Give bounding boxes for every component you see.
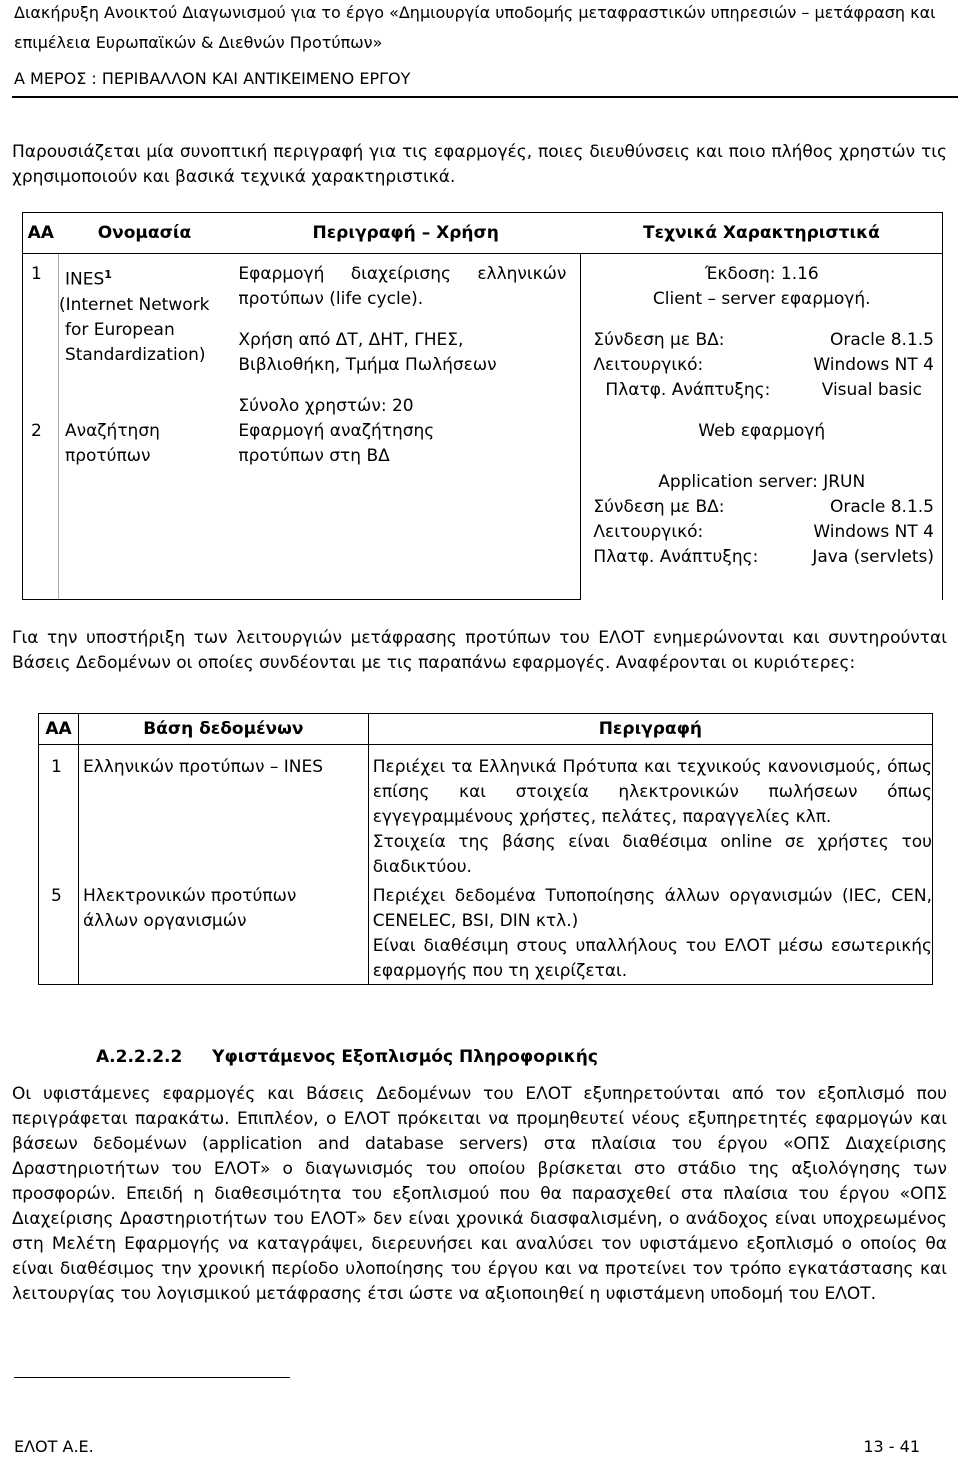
section-title: Υφιστάμενος Εξοπλισμός Πληροφορικής <box>212 1047 598 1067</box>
header-part-title: Α ΜΕΡΟΣ : ΠΕΡΙΒΑΛΛΟΝ ΚΑΙ ΑΝΤΙΚΕΙΜΕΝΟ ΕΡΓΟΥ <box>14 69 411 88</box>
row-db: Ελληνικών προτύπων – INES <box>78 745 368 885</box>
header-db: Βάση δεδομένων <box>78 714 368 745</box>
section-paragraph: Οι υφιστάμενες εφαρμογές και Βάσεις Δεδομένων του ΕΛΟΤ εξυπηρετούνται από τον εξοπλισμό που περιγράφεται παρακάτω. Επιπλέον, ο ΕΛΟΤ πρόκειται να προμηθευτεί νέους εξυπηρετητές εφαρμογών και βάσεων δεδομένων (application and database servers) στα πλαίσια του έργου «ΟΠΣ Διαχείρισης Δραστηριοτήτων του ΕΛΟΤ» ο διαγωνισμός του οποίου βρίσκεται στο στάδιο της αξιολόγησης των προσφορών. Επειδή η διαθεσιμότητα του εξοπλισμού που θα παρασχεθεί στα πλαίσια του έργου «ΟΠΣ Διαχείρισης Δραστηριοτήτων του ΕΛΟΤ» δεν είναι χρονικά διασφαλισμένη, ο ανάδοχος είναι υποχρεωμένος στη Μελέτη Εφαρμογής να καταγράψει, διερευνήσει και αναλύσει τον υφιστάμενο εξοπλισμό ο οποίος θα είναι διαθέσιμος την χρονική περίοδο υλοποίησης του έργου και να προτείνει τον τρόπο εγκατάστασης και λειτουργίας του λογισμικού μετάφρασης έτσι ώστε να αξιοποιηθεί η υφιστάμενη υποδομή του ΕΛΟΤ. <box>12 1084 947 1304</box>
row-num: 2 <box>23 419 59 600</box>
footer-org: ΕΛΟΤ Α.Ε. <box>14 1437 94 1456</box>
tech-type: Client – server εφαρμογή. <box>652 289 871 309</box>
tech2-db: Σύνδεση με ΒΔ: Oracle 8.1.5 <box>593 497 934 517</box>
app-full-name-2: for European <box>64 319 175 340</box>
row-desc: Εφαρμογή αναζήτησης προτύπων στη ΒΔ <box>230 419 581 600</box>
table-row <box>39 884 933 985</box>
footnote-separator <box>14 1377 290 1378</box>
applications-table-header <box>23 213 943 254</box>
desc-line-3: Σύνολο χρηστών: 20 <box>238 396 414 416</box>
row-num: 1 <box>23 254 59 420</box>
header-divider <box>12 96 958 98</box>
tech-os: Λειτουργικό: Windows NT 4 <box>593 355 934 375</box>
applications-table <box>22 212 943 600</box>
header-desc: Περιγραφή <box>368 714 932 745</box>
row-num: 5 <box>39 884 79 985</box>
row-num: 1 <box>39 745 79 885</box>
row-desc: Περιέχει δεδομένα Τυποποίησης άλλων οργανισμών (IEC, CEN, CENELEC, BSI, DIN κτλ.) Είναι διαθέσιμη στους υπαλλήλους του ΕΛΟΤ μέσω εσωτερικής εφαρμογής που τη χειρίζεται. <box>368 884 932 985</box>
app-full-name-1: (Internet Network <box>58 294 210 315</box>
tech2-os: Λειτουργικό: Windows NT 4 <box>593 522 934 542</box>
row-db: Ηλεκτρονικών προτύπων άλλων οργανισμών <box>78 884 368 985</box>
row-name <box>58 254 230 420</box>
row-name: Αναζήτηση προτύπων <box>58 419 230 600</box>
row-desc: Περιέχει τα Ελληνικά Πρότυπα και τεχνικούς κανονισμούς, όπως επίσης και στοιχεία ηλεκτρονικών πωλήσεων όπως εγγεγραμμένους χρήστες, πελάτες, παραγγελίες κλπ. Στοιχεία της βάσης είναι διαθέσιμα online σε χρήστες του διαδικτύου. <box>368 745 932 885</box>
section-number: Α.2.2.2.2 <box>96 1047 183 1067</box>
header-title-line1: Διακήρυξη Ανοικτού Διαγωνισμού για το έργο «Δημιουργία υποδομής μεταφραστικών υπηρεσιών – μετάφραση και <box>14 3 936 22</box>
desc-line-2: Χρήση από ΔΤ, ΔΗΤ, ΓΗΕΣ, Βιβλιοθήκη, Τμήμα Πωλήσεων <box>238 330 497 375</box>
header-num: ΑΑ <box>23 213 59 254</box>
row-desc <box>230 254 581 420</box>
desc-line-1: Εφαρμογή διαχείρισης ελληνικών προτύπων (life cycle). <box>238 264 567 309</box>
databases-table <box>38 713 933 985</box>
footnote-ref: 1 <box>104 268 112 281</box>
tech-dev: Πλατφ. Ανάπτυξης: Visual basic <box>605 380 922 400</box>
tech2-dev: Πλατφ. Ανάπτυξης: Java (servlets) <box>593 547 934 567</box>
header-title-line2: επιμέλεια Ευρωπαϊκών & Διεθνών Προτύπων» <box>14 33 383 52</box>
header-num: ΑΑ <box>39 714 79 745</box>
app-name: INES <box>64 269 105 290</box>
header-tech: Τεχνικά Χαρακτηριστικά <box>581 213 943 254</box>
intro-paragraph: Παρουσιάζεται μία συνοπτική περιγραφή για τις εφαρμογές, ποιες διευθύνσεις και ποιο πλήθος χρηστών τις χρησιμοποιούν και βασικά τεχνικά χαρακτηριστικά. <box>12 142 947 187</box>
databases-intro-paragraph: Για την υποστήριξη των λειτουργιών μετάφρασης προτύπων του ΕΛΟΤ ενημερώνονται και συντηρούνται Βάσεις Δεδομένων οι οποίες συνδέονται με τις παραπάνω εφαρμογές. Αναφέρονται οι κυριότερες: <box>12 628 947 673</box>
app-full-name-3: Standardization) <box>64 344 206 365</box>
tech2-type: Web εφαρμογή <box>698 421 826 441</box>
table-row <box>23 254 943 420</box>
databases-table-header <box>39 714 933 745</box>
footer-page-number: 13 - 41 <box>863 1437 920 1456</box>
tech-cell <box>581 254 943 600</box>
tech-version: Έκδοση: 1.16 <box>704 264 819 284</box>
table-row <box>39 745 933 885</box>
tech-db: Σύνδεση με ΒΔ: Oracle 8.1.5 <box>593 330 934 350</box>
section-heading <box>96 1047 598 1067</box>
header-desc: Περιγραφή – Χρήση <box>230 213 581 254</box>
header-name: Ονομασία <box>58 213 230 254</box>
tech2-server: Application server: JRUN <box>658 472 866 492</box>
